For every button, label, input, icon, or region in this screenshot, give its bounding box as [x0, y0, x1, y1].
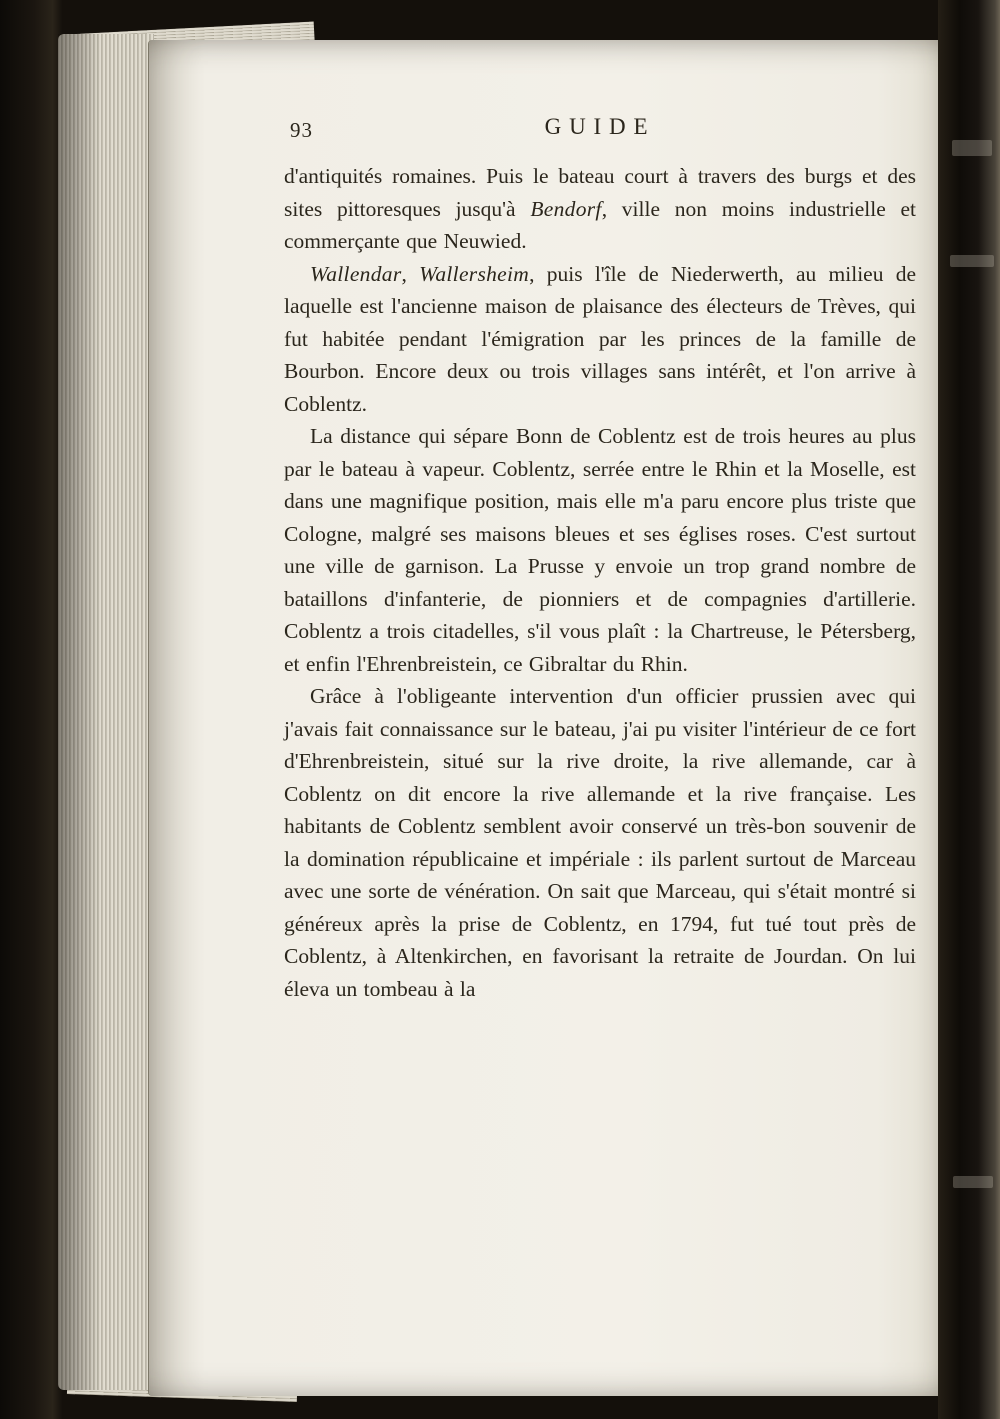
- book-page: [148, 40, 941, 1396]
- right-page-edge: [938, 0, 1000, 1419]
- italic-term: Wallendar: [310, 261, 402, 286]
- show-through-mark: [950, 255, 994, 267]
- page-header: [284, 114, 916, 154]
- paragraph-3: La distance qui sépare Bonn de Coblentz est de trois heures au plus par le bateau à vapeur. Coblentz, serrée entre le Rhin et la Moselle, est dans une magnifique position, mais elle m'a paru encore plus triste que Cologne, malgré ses maisons bleues et ses églises roses. C'est surtout une ville de garnison. La Prusse y envoie un trop grand nombre de bataillons d'infanterie, de pionniers et de compagnies d'artillerie. Coblentz a trois citadelles, s'il vous plaît : la Chartreuse, le Pétersberg, et enfin l'Ehrenbreistein, ce Gibraltar du Rhin.: [284, 424, 916, 676]
- show-through-mark: [953, 1176, 993, 1188]
- text-block: [284, 114, 916, 1005]
- paragraph-4: Grâce à l'obligeante intervention d'un officier prussien avec qui j'avais fait connaissance sur le bateau, j'ai pu visiter l'intérieur de ce fort d'Ehrenbreistein, situé sur la rive droite, la rive allemande, car à Coblentz on dit encore la rive allemande et la rive française. Les habitants de Coblentz semblent avoir conservé un très-bon souvenir de la domination républicaine et impériale : ils parlent surtout de Marceau avec une sorte de vénération. On sait que Marceau, qui s'était montré si généreux après la prise de Coblentz, en 1794, fut tué tout près de Coblentz, à Altenkirchen, en favorisant la retraite de Jourdan. On lui éleva un tombeau à la: [284, 684, 916, 1001]
- page-number: 93: [290, 118, 313, 142]
- page-edge-stack: [58, 34, 154, 1390]
- running-title: GUIDE: [544, 114, 656, 139]
- book-spine: [0, 0, 62, 1419]
- italic-term: Wallersheim: [419, 261, 530, 286]
- paragraph-2: Wallendar, Wallersheim, puis l'île de Niederwerth, au milieu de laquelle est l'ancienne maison de plaisance des électeurs de Trèves, qui fut habitée pendant l'émigration par les princes de la famille de Bourbon. Encore deux ou trois villages sans intérêt, et l'on arrive à Coblentz.: [284, 261, 916, 416]
- italic-term: Bendorf: [530, 196, 602, 221]
- show-through-mark: [952, 140, 992, 156]
- paragraph-1: d'antiquités romaines. Puis le bateau court à travers des burgs et des sites pittoresques jusqu'à Bendorf, ville non moins industrielle et commerçante que Neuwied.: [284, 164, 916, 253]
